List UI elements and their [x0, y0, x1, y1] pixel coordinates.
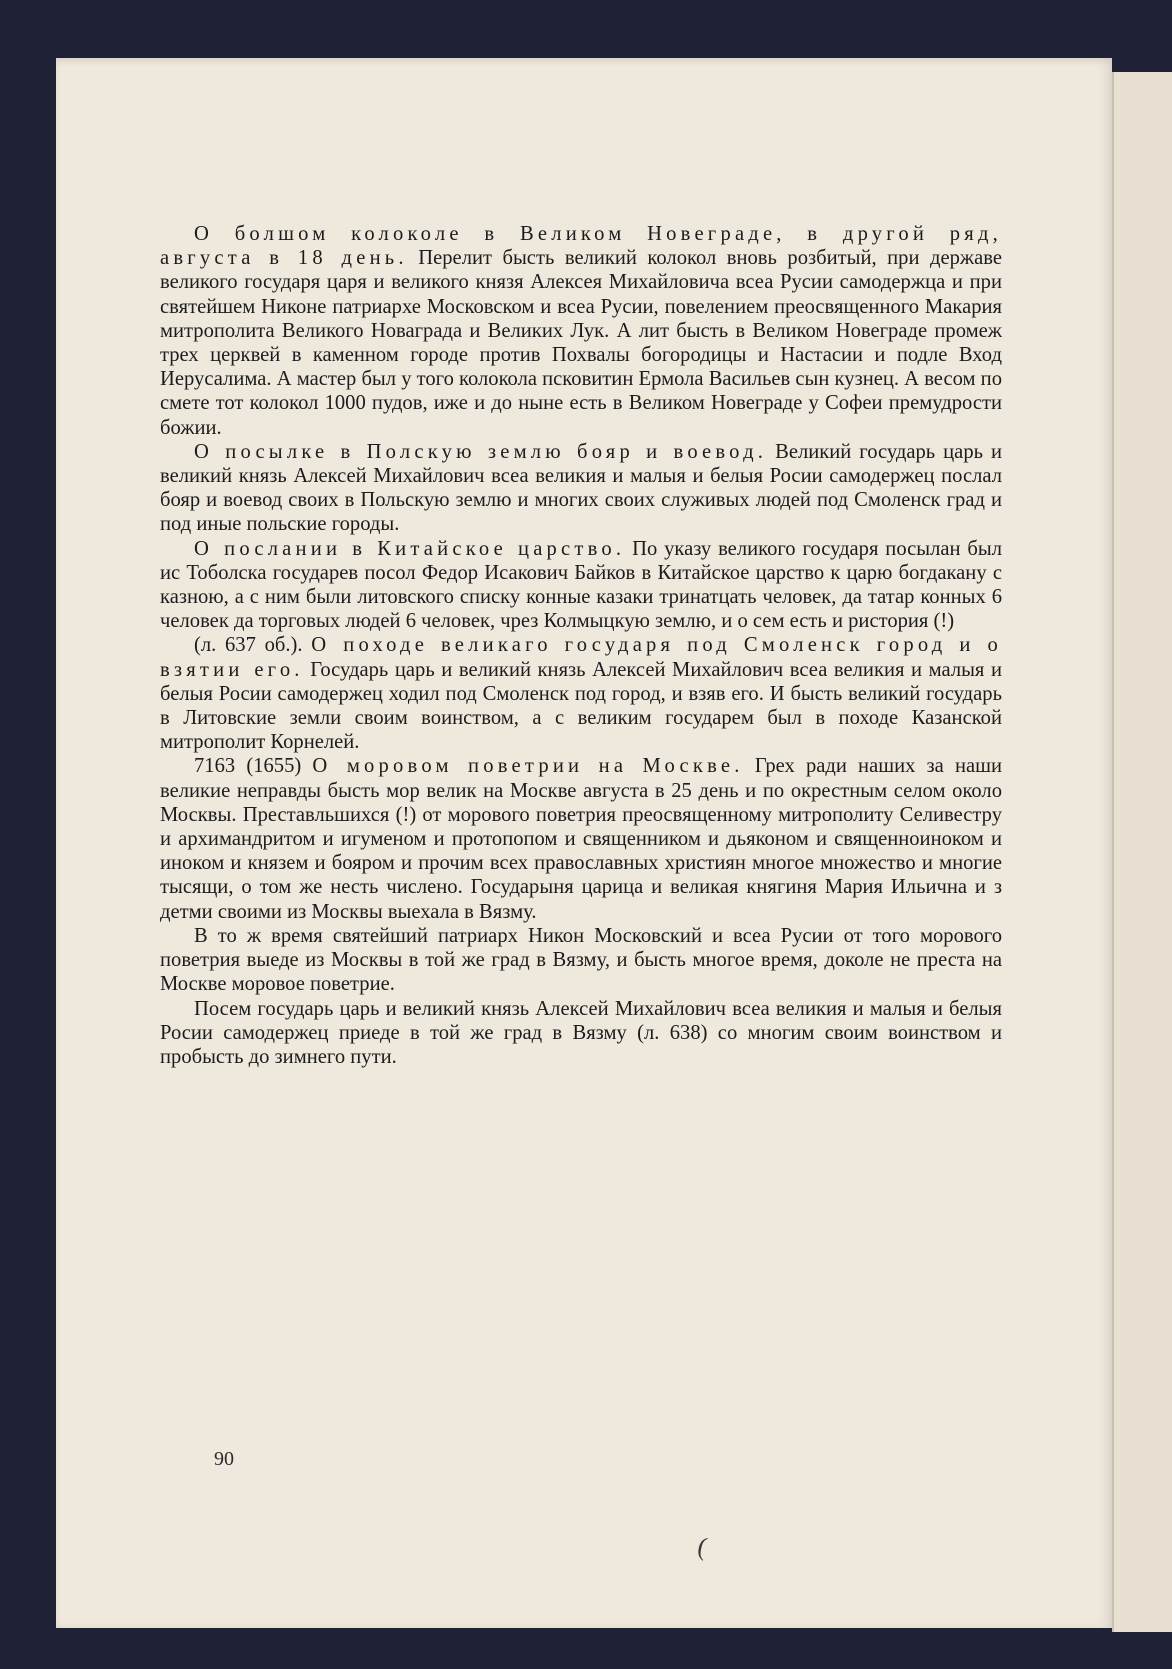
paragraph	[160, 537, 1002, 634]
page-number: 90	[214, 1448, 234, 1470]
paragraph-heading: О моровом поветрии на Москве.	[312, 755, 744, 778]
paragraph-body: В то ж время святейший патриарх Никон Московский и всеа Русии от того морового поветрия выеде из Москвы в той же град в Вязму, и бысть многое время, доколе не преста на Москве моровое поветрие.	[160, 924, 1002, 996]
paragraph	[160, 222, 1002, 440]
paragraph-body: Посем государь царь и великий князь Алексей Михайлович всеа великия и малыя и белыя Росии самодержец приеде в той же град в Вязму (л. 638) со многим своим воинством и пробысть до зимнего пути.	[160, 997, 1002, 1068]
paragraph-heading: О послании в Китайское царство.	[194, 537, 626, 560]
paragraph-lead: (л. 637 об.).	[194, 634, 312, 657]
paragraph	[160, 633, 1002, 754]
paragraph-body: Государь царь и великий князь Алексей Михайлович всеа великия и малыя и белыя Росии самодержец ходил под Смоленск под город, и взяв его. И бысть великий государь в Литовские земли своим воинством, а с великим государем был в походе Казанской митрополит Корнелей.	[160, 658, 1002, 754]
paragraph-body: По указу великого государя посылан был ис Тоболска государев посол Федор Исакович Байков в Китайское царство к царю богдакану с казною, а с ним были литовского списку конные казаки тринатцать человек, да татар конных 6 человек да торговых людей 6 человек, чрез Колмыцкую землю, и о сем есть и ристория (!)	[160, 537, 1002, 633]
page-text	[160, 222, 1002, 1069]
paragraph	[160, 924, 1002, 997]
paragraph-body: Грех ради наших за наши великие неправды бысть мор велик на Москве августа в 25 день и по окрестным селом около Москвы. Преставльшихся (!) от морового поветрия преосвященному митрополиту Селивестру и архимандритом и игуменом и протопопом и священником и дьяконом и священноиноком и иноком и князем и бояром и прочим всех православных християн многое множество и многие тысящи, о том же несть числено. Государыня царица и великая княгиня Мария Ильична и з детми своими из Москвы выехала в Вязму.	[160, 755, 1003, 923]
paragraph	[160, 754, 1002, 923]
paragraph-heading: О походе великаго государя под Смоленск город и о взятии его.	[160, 634, 1002, 681]
paragraph-heading: О болшом колоколе в Великом Новеграде, в другой ряд, августа в 18 день.	[160, 223, 1002, 270]
paragraph	[160, 997, 1002, 1070]
paragraph-heading: О посылке в Полскую землю бояр и воевод.	[194, 440, 768, 463]
next-page-edge	[1112, 72, 1172, 1632]
paragraph	[160, 440, 1002, 537]
paragraph-body: Перелит бысть великий колокол вновь розбитый, при державе великого государя царя и великого князя Алексея Михайловича всеа Русии самодержца и при святейшем Никоне патриархе Московском и всеа Русии, повелением преосвященного Макария митрополита Великого Новаграда и Великих Лук. А лит бысть в Великом Новеграде промеж трех церквей в каменном городе против Похвалы богородицы и Настасии и подле Вход Иерусалима. А мастер был у того колокола псковитин Ермола Васильев сын кузнец. А весом по смете тот колокол 1000 пудов, иже и до ныне есть в Великом Новеграде у Софеи премудрости божии.	[160, 247, 1003, 439]
paragraph-body: Великий государь царь и великий князь Алексей Михайлович всеа великия и малыя и белыя Росии самодержец послал бояр и воевод своих в Польскую землю и многих своих служивых людей под Смоленск град и под иные польские городы.	[160, 440, 1003, 536]
margin-pencil-mark: (	[695, 1531, 710, 1562]
paragraph-lead: 7163 (1655)	[194, 755, 313, 778]
